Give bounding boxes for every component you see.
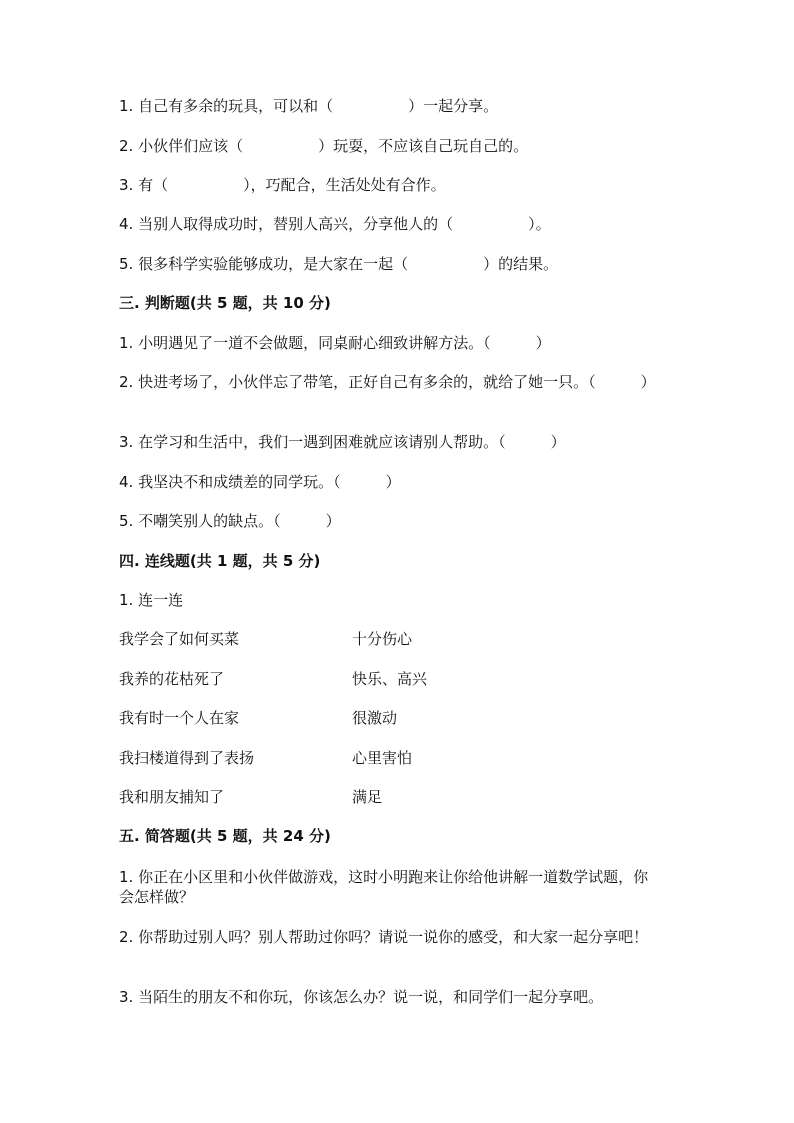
matching-left-item: 我有时一个人在家	[119, 709, 240, 727]
matching-right-item: 十分伤心	[352, 630, 413, 648]
judgment-question-2: 2. 快进考场了，小伙伴忘了带笔，正好自己有多余的，就给了她一只。（ ）	[119, 373, 656, 391]
fill-blank-question-1: 1. 自己有多余的玩具，可以和（ ）一起分享。	[119, 97, 499, 115]
matching-section-heading: 四. 连线题(共 1 题，共 5 分)	[119, 552, 321, 570]
judgment-question-1: 1. 小明遇见了一道不会做题，同桌耐心细致讲解方法。（ ）	[119, 334, 551, 352]
matching-question: 1. 连一连	[119, 591, 184, 609]
matching-left-item: 我养的花枯死了	[119, 670, 225, 688]
short-answer-question-1: 1. 你正在小区里和小伙伴做游戏，这时小明跑来让你给他讲解一道数学试题，你会怎样做？	[119, 868, 649, 906]
matching-right-item: 很激动	[352, 709, 398, 727]
matching-left-item: 我学会了如何买菜	[119, 630, 240, 648]
fill-blank-question-3: 3. 有（ ），巧配合，生活处处有合作。	[119, 176, 446, 194]
fill-blank-question-4: 4. 当别人取得成功时，替别人高兴，分享他人的（ ）。	[119, 215, 551, 233]
matching-right-item: 快乐、高兴	[352, 670, 428, 688]
matching-right-item: 满足	[352, 788, 383, 806]
judgment-question-5: 5. 不嘲笑别人的缺点。（ ）	[119, 512, 341, 530]
fill-blank-question-5: 5. 很多科学实验能够成功，是大家在一起（ ）的结果。	[119, 255, 559, 273]
short-answer-section-heading: 五. 简答题(共 5 题，共 24 分)	[119, 827, 331, 845]
matching-left-item: 我和朋友捕知了	[119, 788, 225, 806]
short-answer-question-2: 2. 你帮助过别人吗？别人帮助过你吗？请说一说你的感受，和大家一起分享吧！	[119, 928, 649, 946]
short-answer-question-3: 3. 当陌生的朋友不和你玩，你该怎么办？说一说，和同学们一起分享吧。	[119, 988, 604, 1006]
judgment-section-heading: 三. 判断题(共 5 题，共 10 分)	[119, 294, 331, 312]
judgment-question-4: 4. 我坚决不和成绩差的同学玩。（ ）	[119, 473, 401, 491]
matching-right-item: 心里害怕	[352, 749, 413, 767]
matching-left-item: 我扫楼道得到了表扬	[119, 749, 255, 767]
judgment-question-3: 3. 在学习和生活中，我们一遇到困难就应该请别人帮助。（ ）	[119, 433, 566, 451]
fill-blank-question-2: 2. 小伙伴们应该（ ）玩耍，不应该自己玩自己的。	[119, 137, 529, 155]
